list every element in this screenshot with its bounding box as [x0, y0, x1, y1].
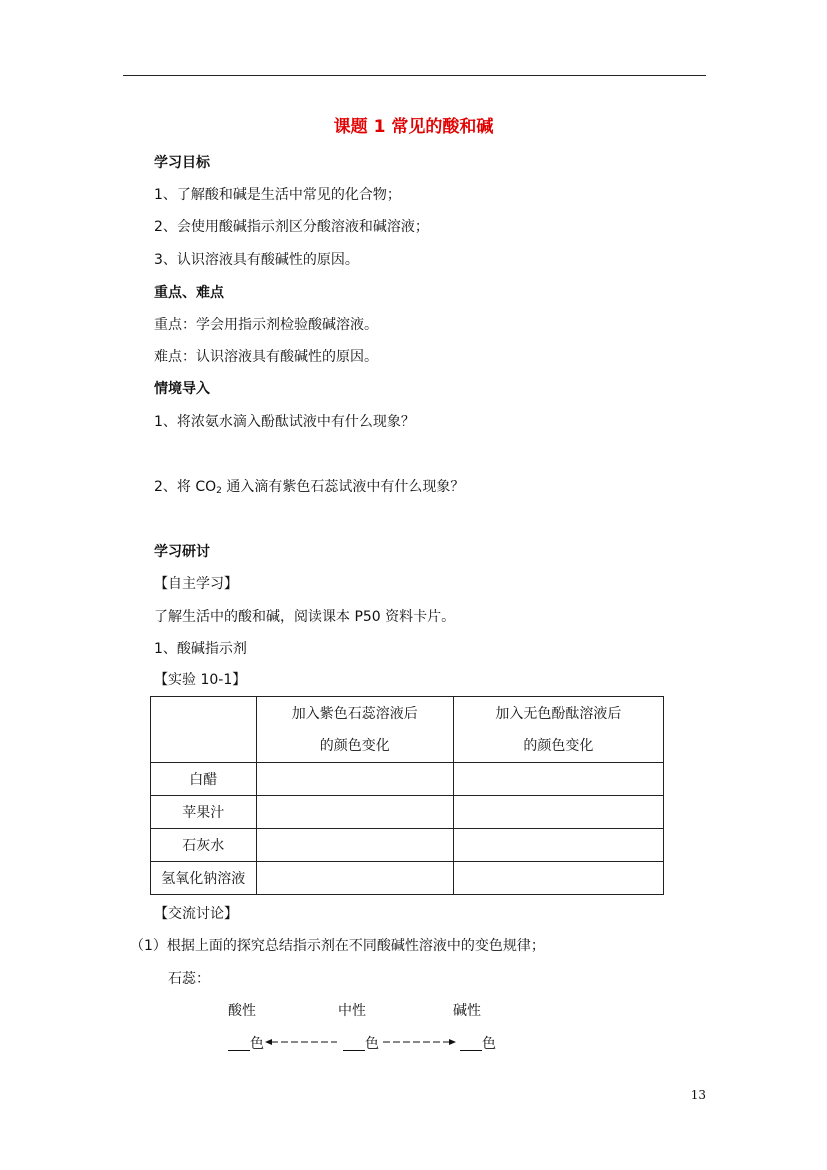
right-dashed-arrow-icon: [381, 1036, 457, 1048]
scale-label-base: 碱性: [453, 1003, 481, 1019]
intro-q2-text-end: 通入滴有紫色石蕊试液中有什么现象？: [221, 479, 465, 495]
self-study-label: 【自主学习】: [154, 576, 238, 592]
intro-question-1: 1、将浓氨水滴入酚酞试液中有什么现象？: [154, 414, 415, 430]
scale-label-neutral: 中性: [338, 1003, 366, 1019]
row-label: 石灰水: [151, 829, 257, 862]
indicator-title: 1、酸碱指示剂: [154, 641, 247, 657]
difficult-point: 难点：认识溶液具有酸碱性的原因。: [154, 349, 378, 365]
header-text: 的颜色变化: [523, 737, 594, 754]
page-number: 13: [690, 1088, 706, 1102]
table-cell: [256, 796, 453, 829]
table-cell: [453, 829, 663, 862]
study-heading: 学习研讨: [154, 544, 210, 560]
table-row: [151, 763, 664, 796]
experiment-table: [150, 696, 664, 895]
goal-item: 2、会使用酸碱指示剂区分酸溶液和碱溶液；: [154, 219, 429, 235]
goal-item: 1、了解酸和碱是生活中常见的化合物；: [154, 187, 401, 203]
self-study-text: 了解生活中的酸和碱，阅读课本 P50 资料卡片。: [154, 609, 456, 625]
table-cell: [256, 763, 453, 796]
intro-heading: 情境导入: [154, 381, 210, 397]
neutral-color-blank: [343, 1033, 379, 1053]
row-label: 苹果汁: [151, 796, 257, 829]
intro-q2-text: 2、将 CO: [154, 479, 217, 495]
table-cell: [256, 862, 453, 895]
color-suffix: 色: [482, 1036, 496, 1052]
experiment-title: 【实验 10-1】: [154, 672, 247, 688]
header-text: 加入紫色石蕊溶液后: [291, 705, 418, 722]
table-cell: [453, 862, 663, 895]
discussion-title: 【交流讨论】: [154, 906, 238, 922]
header-text: 加入无色酚酞溶液后: [495, 705, 622, 722]
table-header-empty: [151, 697, 257, 763]
table-cell: [256, 829, 453, 862]
table-header-phenolphthalein: [453, 697, 663, 763]
base-color-blank: [460, 1033, 496, 1053]
intro-question-2: [154, 476, 464, 496]
fill-blank: [228, 1036, 250, 1051]
key-heading: 重点、难点: [154, 285, 224, 301]
row-label: 氢氧化钠溶液: [151, 862, 257, 895]
discussion-question-1: （1）根据上面的探究总结指示剂在不同酸碱性溶液中的变色规律；: [130, 938, 545, 954]
page-title: 课题 1 常见的酸和碱: [333, 117, 494, 137]
color-suffix: 色: [250, 1036, 264, 1052]
fill-blank: [343, 1036, 365, 1051]
table-header-litmus: [256, 697, 453, 763]
table-row: [151, 862, 664, 895]
color-suffix: 色: [365, 1036, 379, 1052]
goals-heading: 学习目标: [154, 155, 210, 171]
table-cell: [453, 763, 663, 796]
table-row: [151, 796, 664, 829]
table-header-row: [151, 697, 664, 763]
table-cell: [453, 796, 663, 829]
intro-q2-subscript: 2: [216, 486, 222, 496]
fill-blank: [460, 1036, 482, 1051]
header-rule: [123, 75, 706, 76]
row-label: 白醋: [151, 763, 257, 796]
table-row: [151, 829, 664, 862]
scale-label-acid: 酸性: [228, 1003, 256, 1019]
header-text: 的颜色变化: [319, 737, 390, 754]
key-point: 重点：学会用指示剂检验酸碱溶液。: [154, 317, 378, 333]
acid-color-blank: [228, 1033, 264, 1053]
left-dashed-arrow-icon: [265, 1036, 339, 1048]
litmus-label: 石蕊：: [168, 971, 210, 987]
goal-item: 3、认识溶液具有酸碱性的原因。: [154, 252, 359, 268]
